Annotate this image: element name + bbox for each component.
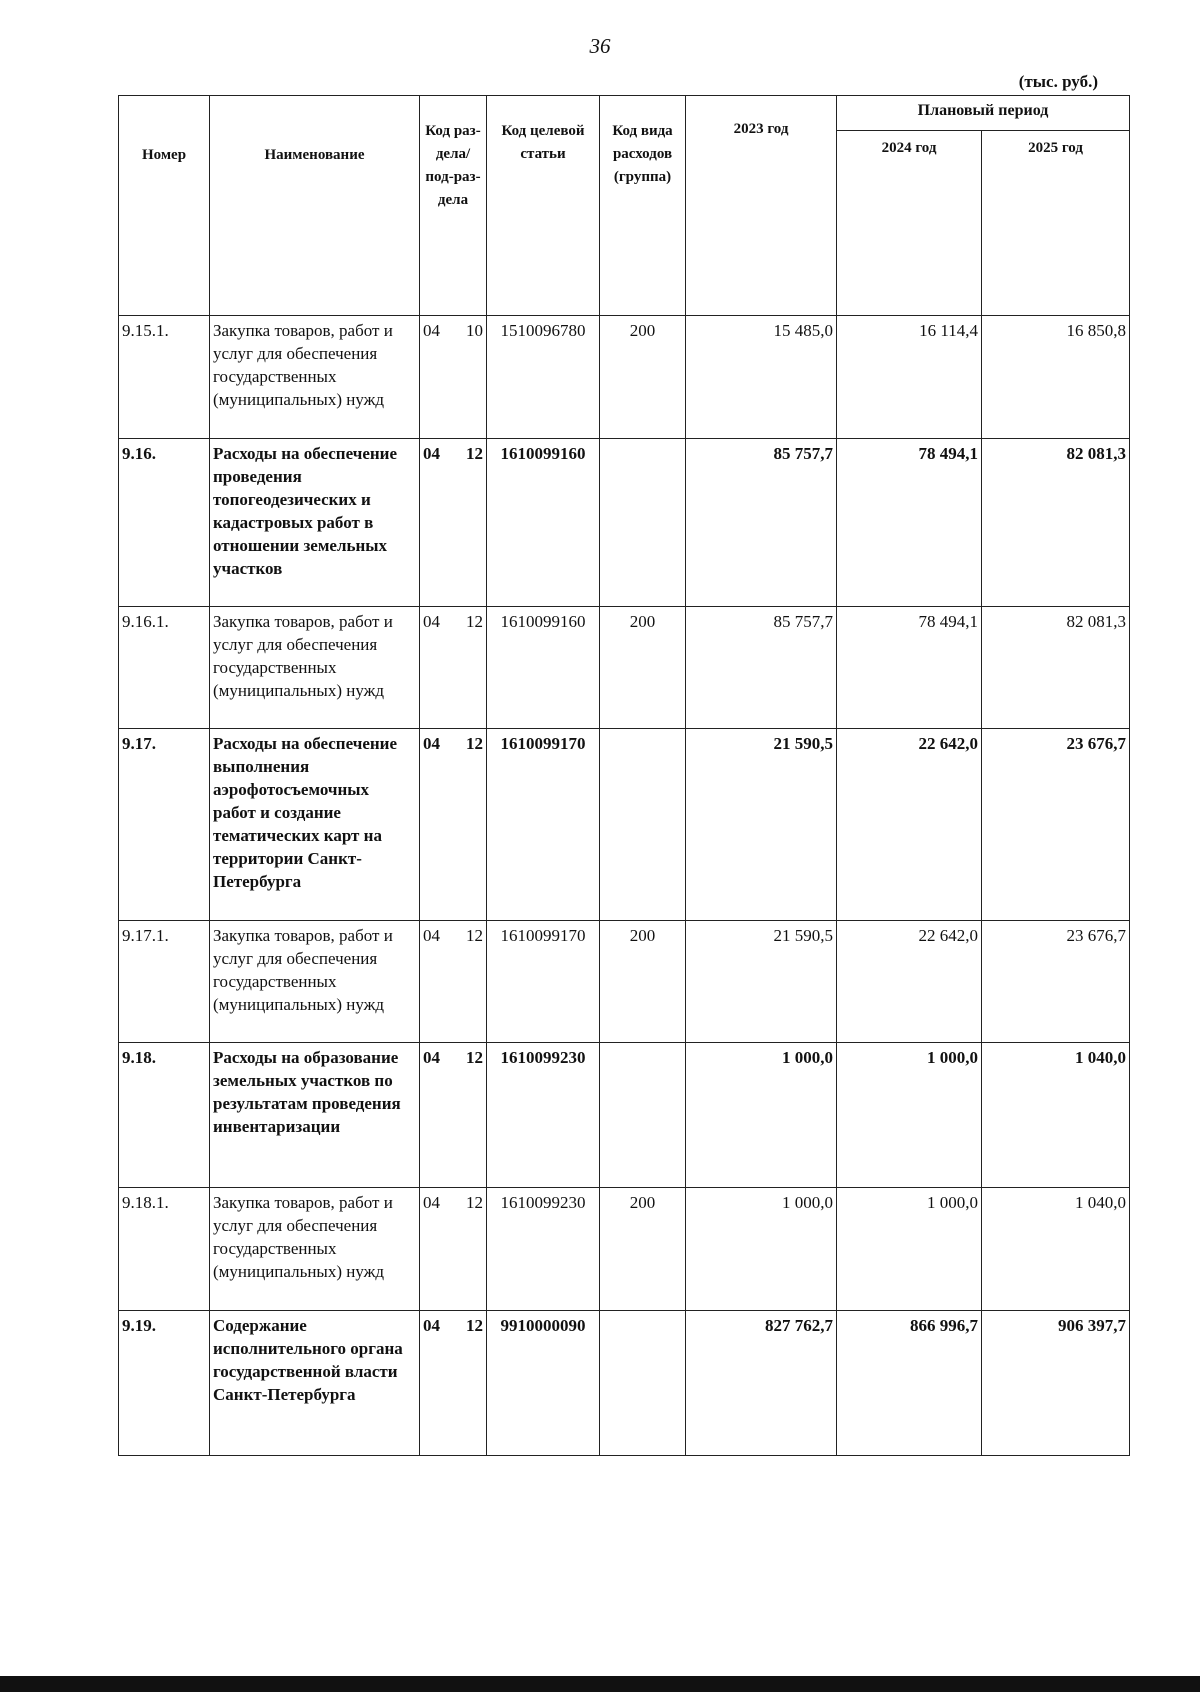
row-target-code: 9910000090 (487, 1311, 600, 1456)
row-name: Расходы на обеспечение выполнения аэрофотосъемочных работ и создание тематических карт на территории Санкт-Петербурга (210, 729, 420, 921)
row-target-code: 1610099230 (487, 1043, 600, 1188)
header-expense-code: Код вида расходов (группа) (600, 96, 686, 316)
page-number: 36 (589, 34, 611, 58)
header-number: Номер (119, 96, 210, 316)
row-number: 9.18.1. (119, 1188, 210, 1311)
row-value-2025: 1 040,0 (982, 1188, 1130, 1311)
row-expense-code: 200 (600, 607, 686, 729)
budget-table (118, 95, 1130, 1456)
header-section-code: Код раз-дела/ под-раз-дела (420, 96, 487, 316)
row-section: 04 (423, 926, 440, 945)
table-row (119, 607, 1130, 729)
row-value-2023: 1 000,0 (686, 1043, 837, 1188)
row-section: 04 (423, 612, 440, 631)
table-row (119, 1043, 1130, 1188)
row-name: Закупка товаров, работ и услуг для обеспечения государственных (муниципальных) нужд (210, 921, 420, 1043)
row-section-code (420, 316, 487, 439)
row-subsection: 12 (466, 444, 483, 463)
row-target-code: 1510096780 (487, 316, 600, 439)
row-expense-code (600, 439, 686, 607)
row-subsection: 12 (466, 734, 483, 753)
row-target-code: 1610099160 (487, 439, 600, 607)
row-value-2024: 16 114,4 (837, 316, 982, 439)
header-year-2025: 2025 год (982, 131, 1130, 316)
row-subsection: 12 (466, 1193, 483, 1212)
row-section-code (420, 607, 487, 729)
row-section-code (420, 1043, 487, 1188)
row-name: Закупка товаров, работ и услуг для обеспечения государственных (муниципальных) нужд (210, 607, 420, 729)
header-year-2023: 2023 год (686, 96, 837, 316)
row-subsection: 12 (466, 612, 483, 631)
row-value-2025: 16 850,8 (982, 316, 1130, 439)
row-value-2023: 85 757,7 (686, 607, 837, 729)
header-row-1 (119, 96, 1130, 131)
row-value-2023: 1 000,0 (686, 1188, 837, 1311)
header-plan-period: Плановый период (837, 96, 1130, 131)
row-value-2025: 906 397,7 (982, 1311, 1130, 1456)
row-name: Расходы на обеспечение проведения топогеодезических и кадастровых работ в отношении земельных участков (210, 439, 420, 607)
header-name: Наименование (210, 96, 420, 316)
row-name: Закупка товаров, работ и услуг для обеспечения государственных (муниципальных) нужд (210, 1188, 420, 1311)
row-target-code: 1610099170 (487, 921, 600, 1043)
table-row (119, 1311, 1130, 1456)
table-row (119, 729, 1130, 921)
row-value-2024: 78 494,1 (837, 439, 982, 607)
row-section: 04 (423, 321, 440, 340)
row-subsection: 12 (466, 926, 483, 945)
row-name: Закупка товаров, работ и услуг для обеспечения государственных (муниципальных) нужд (210, 316, 420, 439)
row-section: 04 (423, 444, 440, 463)
row-expense-code: 200 (600, 921, 686, 1043)
row-section-code (420, 729, 487, 921)
header-target-code: Код целевой статьи (487, 96, 600, 316)
row-expense-code (600, 1043, 686, 1188)
row-expense-code: 200 (600, 1188, 686, 1311)
row-name: Содержание исполнительного органа государственной власти Санкт-Петербурга (210, 1311, 420, 1456)
row-value-2023: 21 590,5 (686, 729, 837, 921)
row-section-code (420, 439, 487, 607)
row-number: 9.15.1. (119, 316, 210, 439)
row-target-code: 1610099230 (487, 1188, 600, 1311)
row-expense-code: 200 (600, 316, 686, 439)
row-value-2023: 15 485,0 (686, 316, 837, 439)
row-subsection: 10 (466, 321, 483, 340)
row-value-2023: 21 590,5 (686, 921, 837, 1043)
row-value-2023: 85 757,7 (686, 439, 837, 607)
row-subsection: 12 (466, 1048, 483, 1067)
row-section: 04 (423, 1048, 440, 1067)
row-number: 9.16. (119, 439, 210, 607)
row-name: Расходы на образование земельных участков по результатам проведения инвентаризации (210, 1043, 420, 1188)
row-target-code: 1610099160 (487, 607, 600, 729)
row-value-2024: 1 000,0 (837, 1188, 982, 1311)
row-section-code (420, 1311, 487, 1456)
units-label: (тыс. руб.) (1018, 72, 1098, 91)
row-value-2024: 22 642,0 (837, 729, 982, 921)
row-section: 04 (423, 1193, 440, 1212)
scan-edge-bar (0, 1676, 1200, 1692)
row-expense-code (600, 1311, 686, 1456)
row-section-code (420, 921, 487, 1043)
row-subsection: 12 (466, 1316, 483, 1335)
header-year-2024: 2024 год (837, 131, 982, 316)
row-value-2025: 1 040,0 (982, 1043, 1130, 1188)
row-value-2025: 23 676,7 (982, 729, 1130, 921)
table-row (119, 316, 1130, 439)
table-row (119, 439, 1130, 607)
row-value-2025: 82 081,3 (982, 607, 1130, 729)
row-value-2025: 23 676,7 (982, 921, 1130, 1043)
row-number: 9.16.1. (119, 607, 210, 729)
row-value-2024: 78 494,1 (837, 607, 982, 729)
row-number: 9.19. (119, 1311, 210, 1456)
row-value-2025: 82 081,3 (982, 439, 1130, 607)
row-target-code: 1610099170 (487, 729, 600, 921)
row-number: 9.17. (119, 729, 210, 921)
row-section-code (420, 1188, 487, 1311)
row-number: 9.17.1. (119, 921, 210, 1043)
table-row (119, 1188, 1130, 1311)
row-expense-code (600, 729, 686, 921)
row-section: 04 (423, 734, 440, 753)
row-section: 04 (423, 1316, 440, 1335)
row-number: 9.18. (119, 1043, 210, 1188)
row-value-2023: 827 762,7 (686, 1311, 837, 1456)
row-value-2024: 866 996,7 (837, 1311, 982, 1456)
table-row (119, 921, 1130, 1043)
row-value-2024: 22 642,0 (837, 921, 982, 1043)
row-value-2024: 1 000,0 (837, 1043, 982, 1188)
